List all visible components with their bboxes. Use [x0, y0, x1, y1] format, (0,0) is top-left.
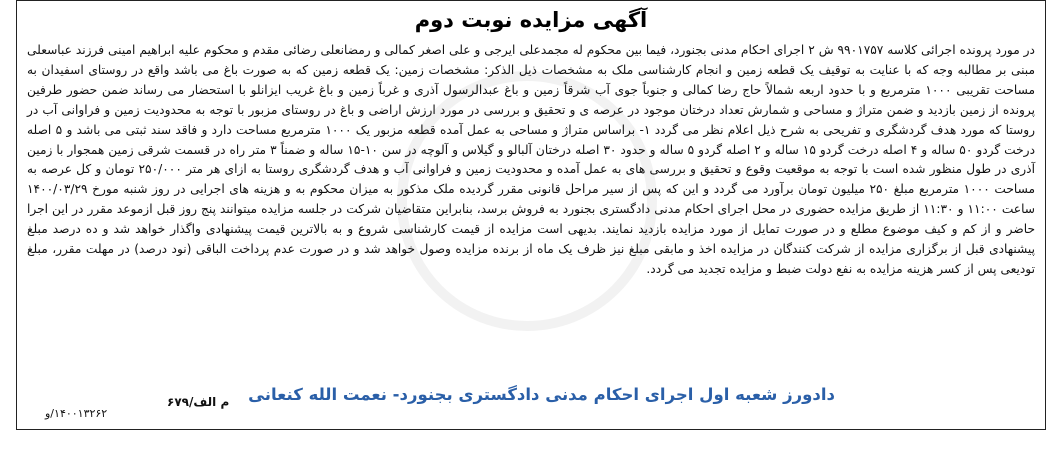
notice-frame: [16, 0, 1046, 430]
reference-code: م الف/۶۷۹: [167, 395, 230, 409]
notice-title: آگهی مزایده نوبت دوم: [414, 8, 648, 32]
document-number: ۱۴۰۰۱۳۲۶۲/و: [45, 407, 108, 420]
signature-line: دادورز شعبه اول اجرای احکام مدنی دادگستری بجنورد- نعمت الله کنعانی: [248, 385, 835, 404]
notice-body: در مورد پرونده اجرائی کلاسه ۹۹۰۱۷۵۷ ش ۲ اجرای احکام مدنی بجنورد، فیما بین محکوم له مجمدعلی ایرجی و علی اصغر کمالی و رمضانعلی رضائی مقدم و محکوم علیه ابراهیم امینی فرزند عباسعلی مبنی بر مطالبه وجه که با عنایت به توقیف یک قطعه زمین و انجام کارشناسی ملک به مشخصات ذیل الذکر: مشخصات زمین: یک قطعه زمین که به صورت باغ می باشد واقع در روستای اسفیدان به مساحت تقریبی ۱۰۰۰ مترمربع و با حدود اربعه شمالاً حاج رضا کمالی و جنوباً جوی آب شرقاً زمین و باغ عبدالرسول آذری و غرباً زمین و باغ غریب ایزانلو با استحضار می رساند ضمن حضور طرفین پرونده از زمین بازدید و ضمن متراژ و مساحی و شمارش تعداد درختان موجود در عرصه ی و تحقیق و بررسی در مورد ارزش اراضی و باغ در روستای مزبور با توجه به محدودیت زمین و فراوانی آب در روستا که مورد هدف گردشگری و تفریحی به شرح ذیل اعلام نظر می گردد ۱- براساس متراژ و مساحی به عمل آمده قطعه مزبور یک ۱۰۰۰ مترمربع مساحت دارد و فاقد سند ثبتی می باشد و ۵ اصله درخت گردو ۵۰ ساله و ۴ اصله درخت گردو ۱۵ ساله و ۲ اصله گردو ۵ ساله و حدود ۳۰ اصله درختان آلبالو و گیلاس و آلوچه در سن ۱۰-۱۵ ساله و ضمناً ۳ متر راه در قسمت شرقی زمین همجوار با زمین آذری در طول منظور شده است با توجه به موقعیت وقوع و تحقیق و بررسی های به عمل آمده و محدودیت زمین و فراوانی آب و هدف گردشگری روستا به ازای هر متر ۲۵۰/۰۰۰ تومان و کل عرصه به مساحت ۱۰۰۰ مترمربع مبلغ ۲۵۰ میلیون تومان برآورد می گردد و این که پس از سیر مراحل قانونی مقرر گردیده ملک مذکور به میزان محکوم به و هزینه های اجرایی در روز شنبه مورخ ۱۴۰۰/۰۳/۲۹ ساعت ۱۱:۰۰ و ۱۱:۳۰ از طریق مزایده حضوری در محل اجرای احکام مدنی دادگستری بجنورد به فروش برسد، بنابراین متقاضیان شرکت در جلسه مزایده میتوانند پنج روز قبل ازموعد مقرر در این اجرا حاضر و از کم و کیف موضوع مطلع و در صورت تمایل از مورد مزایده بازدید نمایند. بدیهی است مزایده از قیمت کارشناسی شروع و به بالاترین قیمت پیشنهادی واگذار خواهد شد و ده درصد مبلغ پیشنهادی قبل از برگزاری مزایده از شرکت کنندگان در مزایده اخذ و مابقی مبلغ نیز ظرف یک ماه از برنده مزایده وصول خواهد شد و در صورت عدم پرداخت الباقی (نود درصد) در مهلت مقرر، مبلغ تودیعی پس از کسر هزینه مزایده به نفع دولت ضبط و مزایده تجدید می گردد.: [27, 43, 1036, 276]
